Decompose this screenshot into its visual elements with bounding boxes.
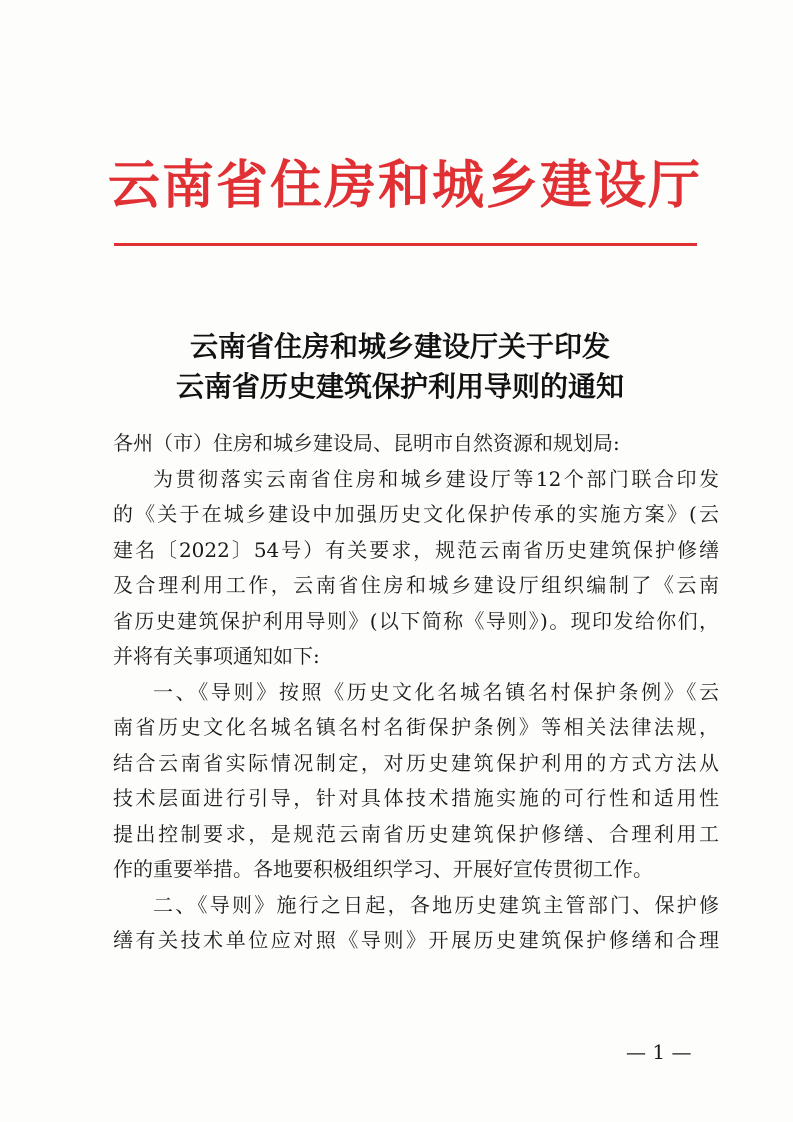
- body-line: 省历史建筑保护利用导则》(以下简称《导则》)。现印发给你们，: [113, 608, 719, 633]
- addressee-line: 各州（市）住房和城乡建设局、昆明市自然资源和规划局:: [113, 431, 620, 455]
- document-title-line-2: 云南省历史建筑保护利用导则的通知: [175, 370, 624, 403]
- body-line: 缮有关技术单位应对照《导则》开展历史建筑保护修缮和合理: [113, 928, 719, 952]
- body-line: 结合云南省实际情况制定，对历史建筑保护利用的方式方法从: [113, 750, 719, 775]
- body-line: 南省历史文化名城名镇名村名街保护条例》等相关法律法规，: [113, 715, 719, 739]
- body-line: 二、《导则》施行之日起，各地历史建筑主管部门、保护修: [153, 892, 719, 917]
- header-red-rule: [114, 243, 697, 246]
- body-line: 作的重要举措。各地要积极组织学习、开展好宣传贯彻工作。: [113, 857, 653, 881]
- body-line: 提出控制要求，是规范云南省历史建筑保护修缮、合理利用工: [113, 821, 719, 846]
- body-line: 及合理利用工作，云南省住房和城乡建设厅组织编制了《云南: [113, 573, 719, 597]
- document-title-line-1: 云南省住房和城乡建设厅关于印发: [189, 330, 610, 363]
- agency-header: 云南省住房和城乡建设厅: [107, 156, 702, 216]
- document-body: [113, 426, 719, 959]
- page-number: — 1 —: [626, 1040, 692, 1064]
- body-line: 技术层面进行引导，针对具体技术措施实施的可行性和适用性: [113, 786, 719, 810]
- body-line: 并将有关事项通知如下:: [113, 644, 320, 668]
- body-line: 的《关于在城乡建设中加强历史文化保护传承的实施方案》(云: [113, 502, 719, 526]
- body-line: 为贯彻落实云南省住房和城乡建设厅等12个部门联合印发: [153, 466, 719, 491]
- body-line: 建名〔2022〕54号）有关要求，规范云南省历史建筑保护修缮: [113, 537, 719, 562]
- body-line: 一、《导则》按照《历史文化名城名镇名村保护条例》《云: [153, 679, 719, 704]
